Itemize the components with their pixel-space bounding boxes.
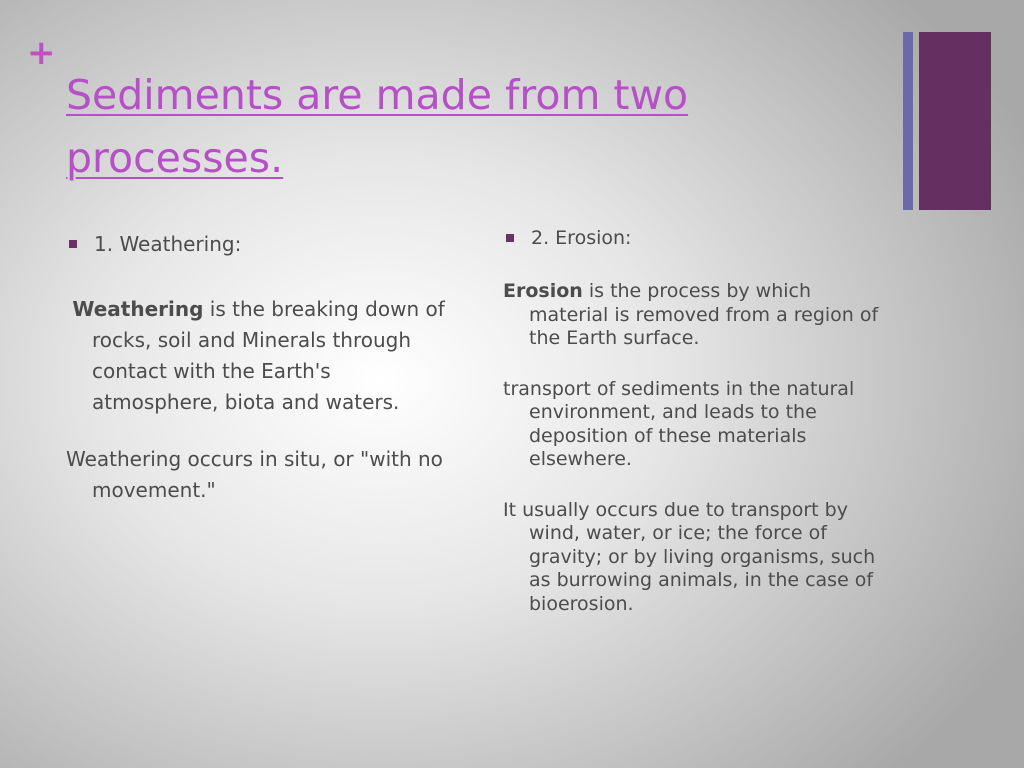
plus-mark: + [27,33,56,73]
erosion-definition [503,280,893,351]
bullet-weathering-label: 1. Weathering: [94,232,242,256]
decorative-bar-thin [903,32,913,210]
erosion-term: Erosion [503,280,583,302]
bullet-square-icon [506,234,514,242]
bullet-square-icon [69,240,77,248]
weathering-term: Weathering [72,297,204,321]
weathering-definition-text: is the breaking down of rocks, soil and Minerals through contact with the Earth's atmosphere, biota and waters. [92,297,445,414]
erosion-transport: transport of sediments in the natural environment, and leads to the deposition of these materials elsewhere. [503,377,855,470]
weathering-definition [66,294,456,418]
decorative-bar-thick [919,32,991,210]
slide-title: Sediments are made from two processes. [66,71,689,182]
erosion-definition-text: is the process by which material is removed from a region of the Earth surface. [529,280,879,349]
right-column [503,224,893,643]
erosion-causes: It usually occurs due to transport by wind, water, or ice; the force of gravity; or by living organisms, such as burrowing animals, in the case of bioerosion. [503,498,876,615]
weathering-note: Weathering occurs in situ, or "with no movement." [66,447,443,502]
left-column [66,228,456,506]
bullet-erosion [503,224,893,252]
bullet-weathering [66,228,456,260]
bullet-erosion-label: 2. Erosion: [531,227,632,249]
